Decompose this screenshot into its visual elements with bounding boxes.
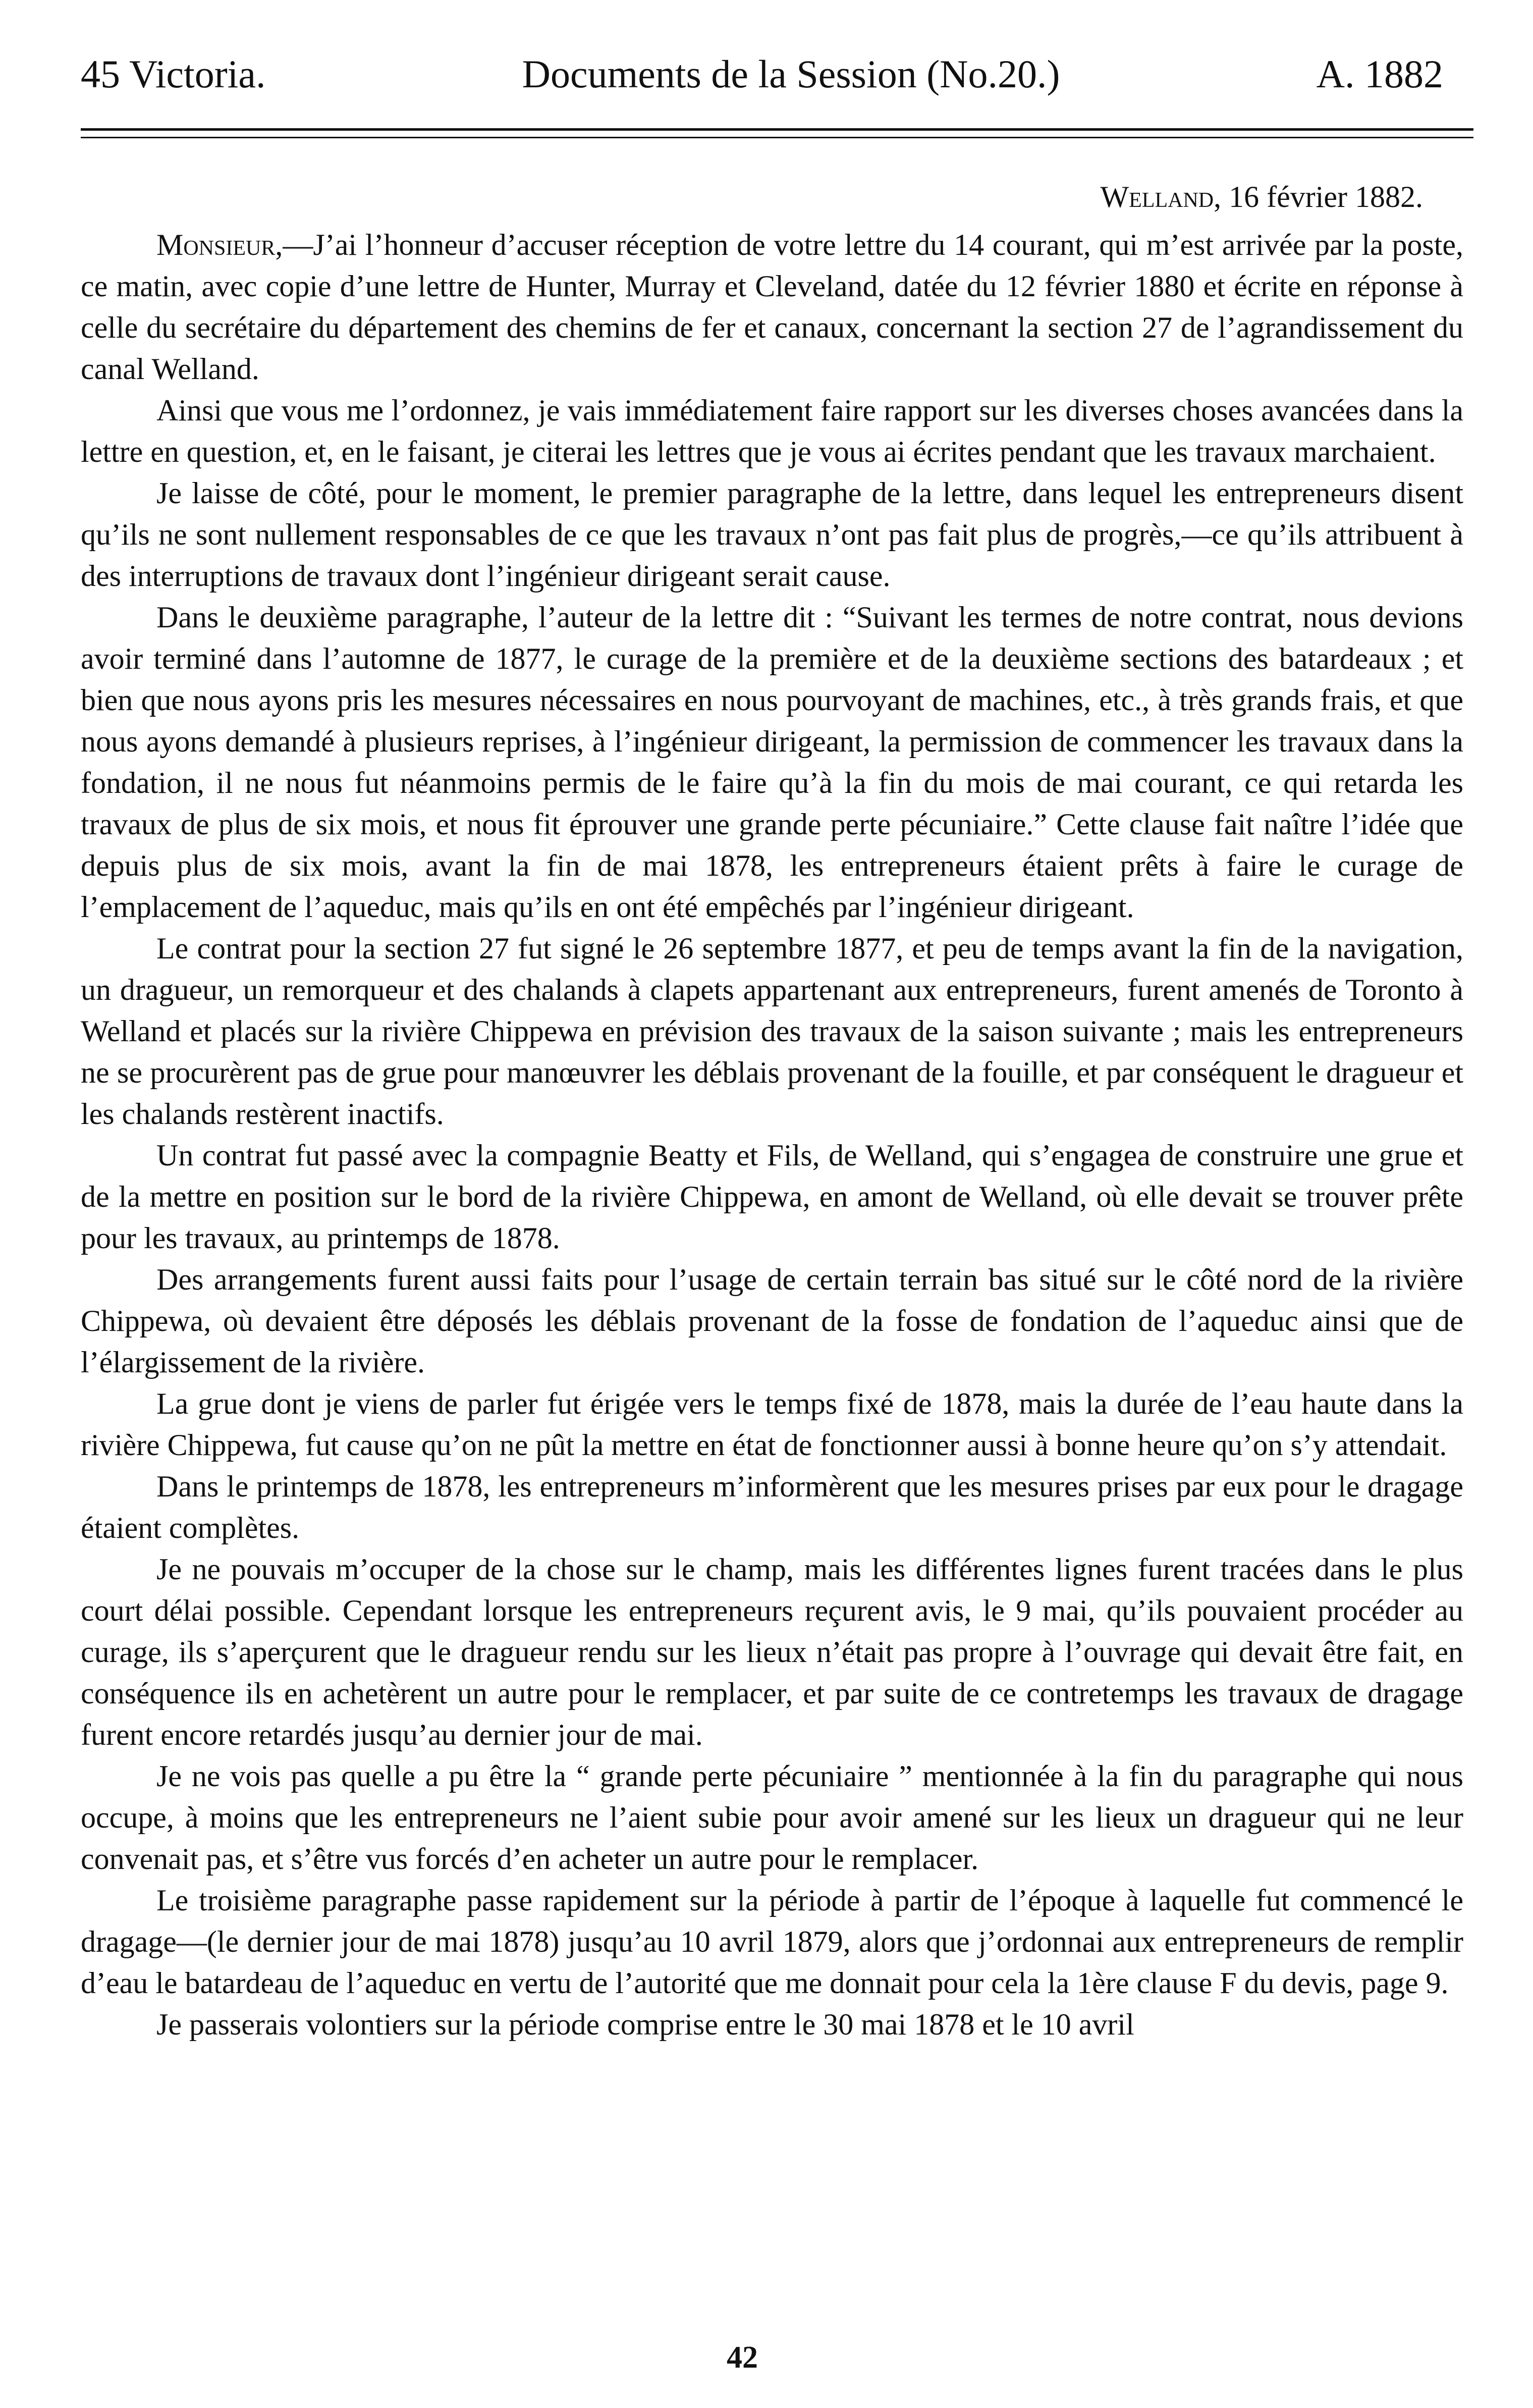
paragraph-5: Le contrat pour la section 27 fut signé le 26 septembre 1877, et peu de temps avant la fin de la navigation, un dragueur, un remorqueur et des chalands à clapets appartenant aux entrepreneurs, furent amenés de Toronto à Welland et placés sur la rivière Chippewa en prévision des travaux de la saison suivante ; mais les entrepreneurs ne se procurèrent pas de grue pour manœuvrer les déblais provenant de la fouille, et par conséquent le dragueur et les chalands restèrent inactifs. [81, 931, 1463, 1131]
header-title: Documents de la Session (No.20.) [522, 52, 1060, 96]
paragraph-4: Dans le deuxième paragraphe, l’auteur de la lettre dit : “Suivant les termes de notre contrat, nous devions avoir terminé dans l’automne de 1877, le curage de la première et de la deuxième sections des batardeaux ; et bien que nous ayons pris les mesures nécessaires en nous pourvoyant de machines, etc., à très grands frais, et que nous ayons demandé à plusieurs reprises, à l’ingénieur dirigeant, la permission de commencer les travaux dans la fondation, il ne nous fut néanmoins permis de le faire qu’à la fin du mois de mai courant, ce qui retarda les travaux de plus de six mois, et nous fit éprouver une grande perte pécuniaire.” Cette clause fait naître l’idée que depuis plus de six mois, avant la fin de mai 1878, les entrepreneurs étaient prêts à faire le curage de l’emplacement de l’aqueduc, mais qu’ils en ont été empêchés par l’ingénieur dirigeant. [81, 600, 1463, 924]
running-header [81, 30, 1463, 98]
paragraph-3: Je laisse de côté, pour le moment, le premier paragraphe de la lettre, dans lequel les entrepreneurs disent qu’ils ne sont nullement responsables de ce que les travaux n’ont pas fait plus de progrès,—ce qu’ils attribuent à des interruptions de travaux dont l’ingénieur dirigeant serait cause. [81, 476, 1463, 593]
paragraph-1 [81, 224, 1463, 390]
letter-dateline [81, 179, 1463, 215]
letter-date: 16 février 1882. [1229, 180, 1423, 213]
paragraph-9: Dans le printemps de 1878, les entrepreneurs m’informèrent que les mesures prises par eux pour le dragage étaient complètes. [81, 1469, 1463, 1544]
paragraph-2: Ainsi que vous me l’ordonnez, je vais immédiatement faire rapport sur les diverses choses avancées dans la lettre en question, et, en le faisant, je citerai les lettres que je vous ai écrites pendant que les travaux marchaient. [81, 393, 1463, 468]
paragraph-13: Je passerais volontiers sur la période comprise entre le 30 mai 1878 et le 10 avril [156, 2007, 1134, 2041]
letter-salutation: Monsieur, [156, 228, 283, 261]
paragraph-6: Un contrat fut passé avec la compagnie Beatty et Fils, de Welland, qui s’engagea de construire une grue et de la mettre en position sur le bord de la rivière Chippewa, en amont de Welland, où elle devait se trouver prête pour les travaux, au printemps de 1878. [81, 1138, 1463, 1255]
header-year: A. 1882 [1316, 52, 1443, 96]
letter-body [81, 224, 1463, 2045]
letter-place: Welland, [1100, 180, 1222, 213]
header-volume: 45 Victoria. [81, 52, 266, 96]
paragraph-7: Des arrangements furent aussi faits pour l’usage de certain terrain bas situé sur le côté nord de la rivière Chippewa, où devaient être déposés les déblais provenant de la fosse de fondation de l’aqueduc ainsi que de l’élargissement de la rivière. [81, 1262, 1463, 1379]
document-page [81, 30, 1463, 2392]
header-rule-thin [81, 137, 1473, 138]
paragraph-12: Le troisième paragraphe passe rapidement sur la période à partir de l’époque à laquelle fut commencé le dragage—(le dernier jour de mai 1878) jusqu’au 10 avril 1879, alors que j’ordonnai aux entrepreneurs de remplir d’eau le batardeau de l’aqueduc en vertu de l’autorité que me donnait pour cela la 1ère clause F du devis, page 9. [81, 1883, 1463, 2000]
paragraph-10: Je ne pouvais m’occuper de la chose sur le champ, mais les différentes lignes furent tracées dans le plus court délai possible. Cependant lorsque les entrepreneurs reçurent avis, le 9 mai, qu’ils pouvaient procéder au curage, ils s’aperçurent que le dragueur rendu sur les lieux n’était pas propre à l’ouvrage qui devait être fait, en conséquence ils en achetèrent un autre pour le remplacer, et par suite de ce contretemps les travaux de dragage furent encore retardés jusqu’au dernier jour de mai. [81, 1552, 1463, 1751]
paragraph-text: —J’ai l’honneur d’accuser réception de votre lettre du 14 courant, qui m’est arrivée par la poste, ce matin, avec copie d’une lettre de Hunter, Murray et Cleveland, datée du 12 février 1880 et écrite en réponse à celle du secrétaire du département des chemins de fer et canaux, concernant la section 27 de l’agrandissement du canal Welland. [81, 228, 1463, 386]
paragraph-8: La grue dont je viens de parler fut érigée vers le temps fixé de 1878, mais la durée de l’eau haute dans la rivière Chippewa, fut cause qu’on ne pût la mettre en état de fonctionner aussi à bonne heure qu’on s’y attendait. [81, 1386, 1463, 1462]
paragraph-11: Je ne vois pas quelle a pu être la “ grande perte pécuniaire ” mentionnée à la fin du paragraphe qui nous occupe, à moins que les entrepreneurs ne l’aient subie pour avoir amené sur les lieux un dragueur qui ne leur convenait pas, et s’être vus forcés d’en acheter un autre pour le remplacer. [81, 1759, 1463, 1876]
header-rule [81, 128, 1473, 138]
page-number: 42 [727, 2340, 758, 2375]
